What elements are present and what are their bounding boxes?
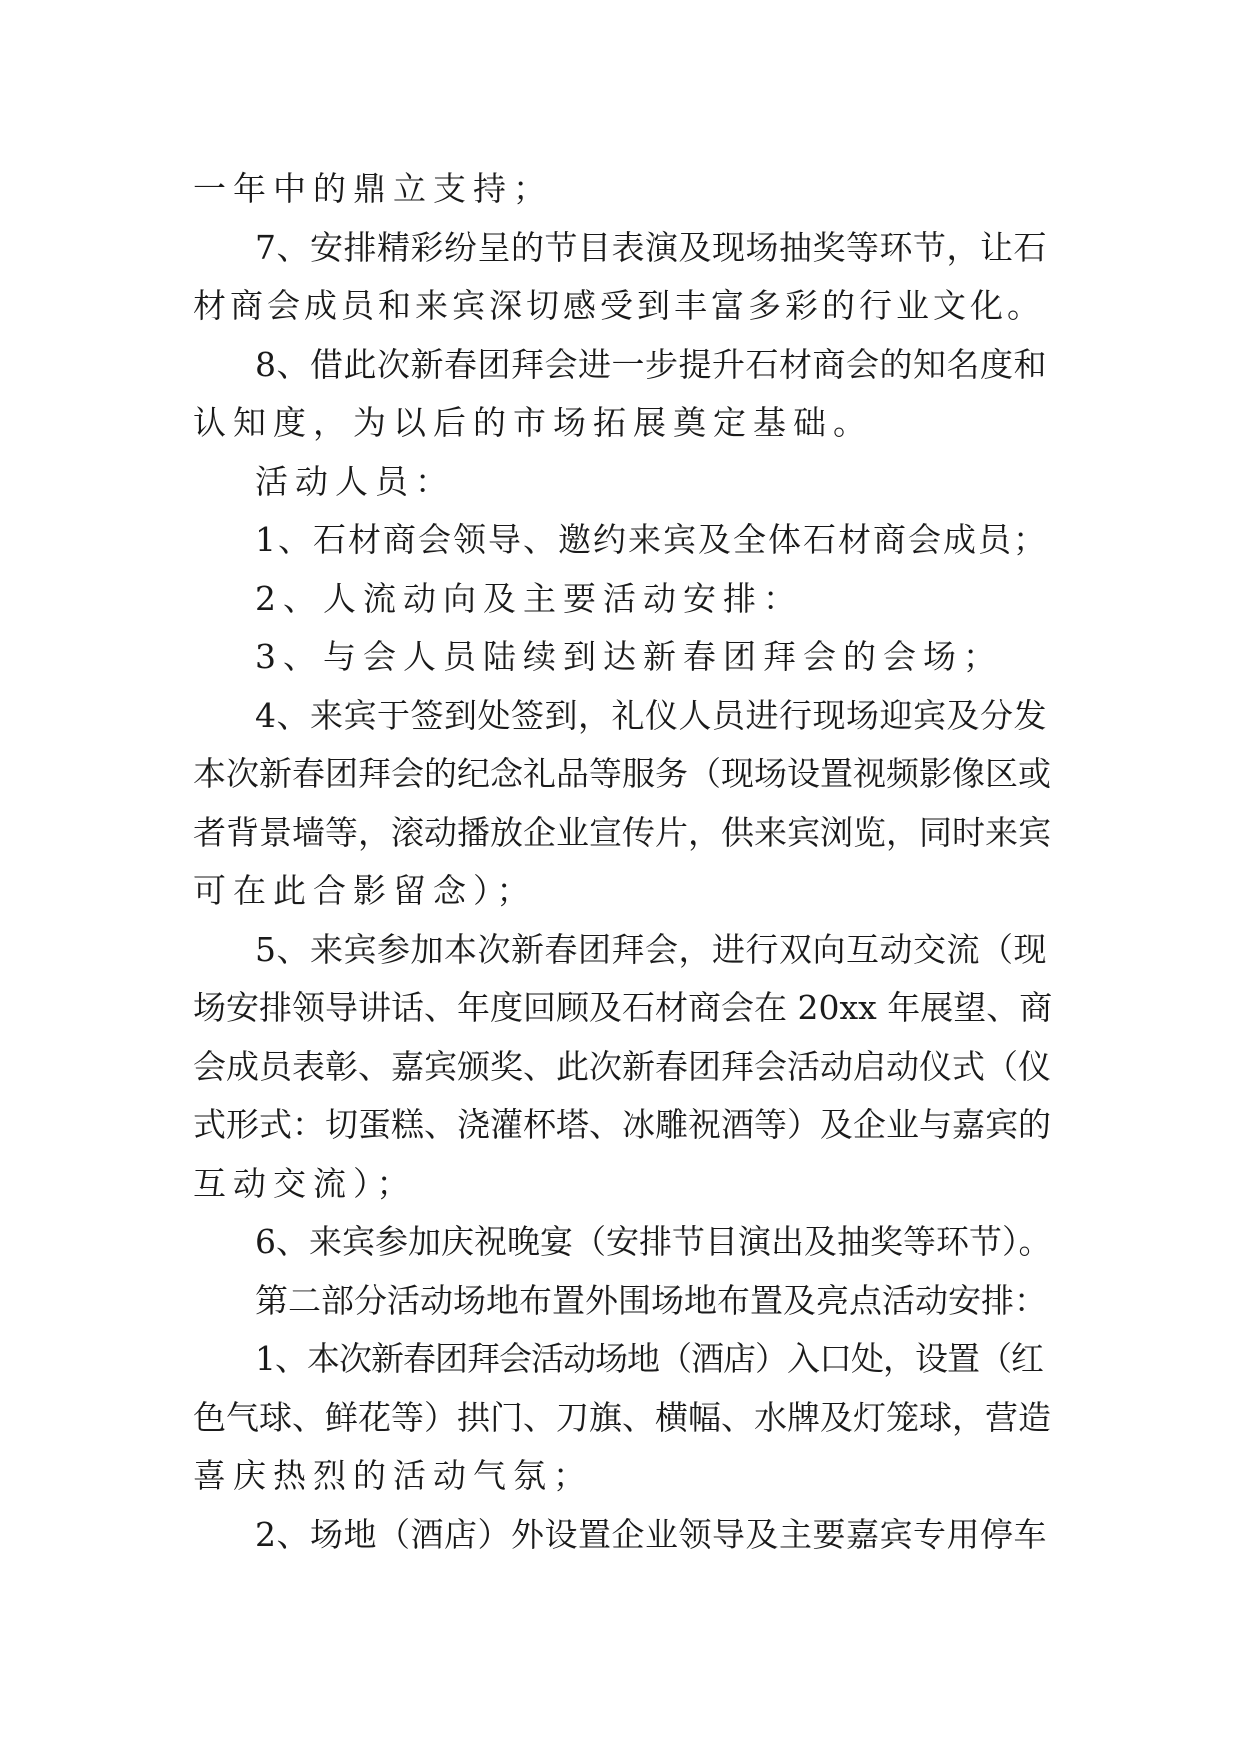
paragraph-line: 2、人流动向及主要活动安排： — [255, 578, 803, 618]
paragraph-line: 色气球、鲜花等）拱门、刀旗、横幅、水牌及灯笼球，营造 — [193, 1397, 1051, 1437]
paragraph-line: 喜庆热烈的活动气氛； — [193, 1456, 593, 1495]
paragraph-line: 2、场地（酒店）外设置企业领导及主要嘉宾专用停车 — [255, 1514, 1047, 1554]
paragraph-line: 6、来宾参加庆祝晚宴（安排节目演出及抽奖等环节）。 — [255, 1222, 1052, 1261]
paragraph-line: 3、与会人员陆续到达新春团拜会的会场； — [255, 637, 1003, 676]
paragraph-line: 4、来宾于签到处签到，礼仪人员进行现场迎宾及分发 — [255, 695, 1047, 735]
paragraph-line: 1、石材商会领导、邀约来宾及全体石材商会成员； — [255, 520, 1048, 559]
paragraph-line: 一年中的鼎立支持； — [193, 169, 553, 208]
paragraph-line: 8、借此次新春团拜会进一步提升石材商会的知名度和 — [255, 344, 1047, 384]
paragraph-line: 本次新春团拜会的纪念礼品等服务（现场设置视频影像区或 — [193, 754, 1051, 793]
paragraph-line: 7、安排精彩纷呈的节目表演及现场抽奖等环节，让石 — [255, 227, 1047, 267]
paragraph-line: 1、本次新春团拜会活动场地（酒店）入口处，设置（红 — [255, 1339, 1043, 1378]
paragraph-line: 第二部分活动场地布置外围场地布置及亮点活动安排： — [255, 1280, 1047, 1320]
paragraph-line: 式形式：切蛋糕、浇灌杯塔、冰雕祝酒等）及企业与嘉宾的 — [193, 1105, 1051, 1144]
paragraph-line: 场安排领导讲话、年度回顾及石材商会在 20xx 年展望、商 — [193, 988, 1053, 1027]
paragraph-line: 会成员表彰、嘉宾颁奖、此次新春团拜会活动启动仪式（仪 — [193, 1046, 1051, 1086]
paragraph-line: 材商会成员和来宾深切感受到丰富多彩的行业文化。 — [193, 286, 1044, 325]
document-body — [193, 160, 1055, 1564]
paragraph-line: 认知度，为以后的市场拓展奠定基础。 — [193, 403, 873, 442]
paragraph-line: 者背景墙等，滚动播放企业宣传片，供来宾浏览，同时来宾 — [193, 812, 1051, 852]
paragraph-line: 活动人员： — [255, 461, 455, 501]
paragraph-line: 5、来宾参加本次新春团拜会，进行双向互动交流（现 — [255, 929, 1047, 969]
paragraph-line: 可在此合影留念）； — [193, 871, 537, 910]
paragraph-line: 互动交流）； — [193, 1163, 417, 1203]
